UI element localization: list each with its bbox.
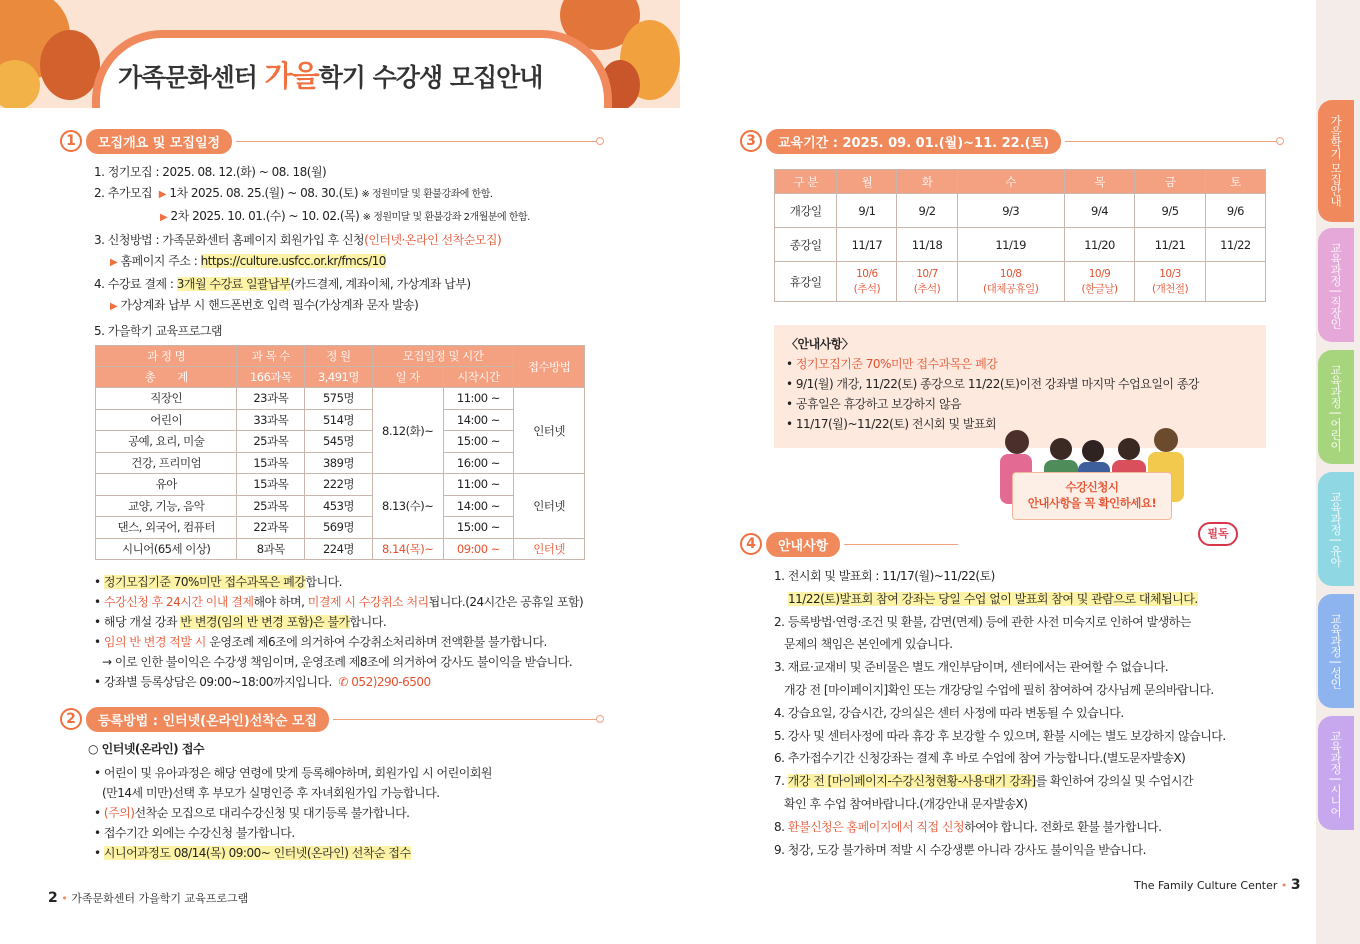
table-row: 공예, 요리, 미술 25과목 545명 15:00 ~ [96, 431, 585, 453]
section-1-header: 1 모집개요 및 모집일정 [60, 129, 604, 153]
section-4-header: 4 안내사항 [740, 532, 958, 556]
page-title: 가족문화센터 가을학기 수강생 모집안내 [118, 59, 543, 93]
table-row: 직장인 23과목 575명 8.12(화)~ 11:00 ~ 인터넷 [96, 388, 585, 410]
tab-infants[interactable]: 교육과정 | 유아 [1318, 472, 1354, 586]
section-2-header: 2 등록방법 : 인터넷(온라인)선착순 모집 [60, 707, 604, 731]
notice-list: 〈안내사항〉 • 정기모집기준 70%미만 접수과목은 폐강 • 9/1(월) 개강, 11/22(토) 종강으로 11/22(토)이전 강좌별 마지막 수업요일이 종강 • 공휴일은 휴강하고 보강하지 않음 • 11/17(월)~11/22(토) 전시회 및 발표회 [786, 337, 1200, 431]
schedule-table: 구 분 월 화 수 목 금 토 개강일 9/1 9/2 9/3 9/4 9/5 9/6 종강일 11/17 11/18 11/19 11/20 11/21 11/22 휴강일 10/6 (추석) 10/7 (추석) 10/8 (대체공휴일) 10/9 (한글날) 10/3 (개천절) [774, 169, 1266, 302]
section-3-header: 3 교육기간 : 2025. 09. 01.(월)~11. 22.(토) [740, 129, 1284, 153]
phone-icon: ✆ [338, 675, 348, 689]
notes-list: • 정기모집기준 70%미만 접수과목은 폐강합니다. • 수강신청 후 24시간 이내 결제해야 하며, 미결제 시 수강취소 처리됩니다.(24시간은 공휴일 포함) • 해당 개설 강좌 반 변경(임의 반 변경 포함)은 불가합니다. • 임의 반 변경 적발 시 운영조례 제6조에 의거하여 수강취소처리하며 전액환불 불가합니다. → 이로 인한 불이익은 수강생 책임이며, 운영조례 제8조에 의거하여 강사도 불이익을 받습니다. • 강좌별 등록상담은 09:00~18:00까지입니다. ✆ 052)290-6500 [94, 575, 584, 689]
table-row: 댄스, 외국어, 컴퓨터 22과목 569명 15:00 ~ [96, 517, 585, 539]
table-row: 종강일 11/17 11/18 11/19 11/20 11/21 11/22 [775, 228, 1266, 262]
table-row: 유아 15과목 222명 8.13(수)~ 11:00 ~ 인터넷 [96, 474, 585, 496]
tab-seniors[interactable]: 교육과정 | 시니어 [1318, 716, 1354, 830]
table-row: 시니어(65세 이상) 8과목 224명 8.14(목)~ 09:00 ~ 인터넷 [96, 538, 585, 560]
registration-info: ○ 인터넷(온라인) 접수 • 어린이 및 유아과정은 해당 연령에 맞게 등록해야하며, 회원가입 시 어린이회원 (만14세 미만)선택 후 부모가 실명인증 후 자녀회원가입 가능합니다. • (주의)선착순 모집으로 대리수강신청 및 대기등록 불가합니다. • 접수기간 외에는 수강신청 불가합니다. • 시니어과정도 08/14(목) 09:00~ 인터넷(온라인) 선착순 접수 [88, 742, 492, 860]
table-row: 개강일 9/1 9/2 9/3 9/4 9/5 9/6 [775, 194, 1266, 228]
homepage-link[interactable]: https://culture.usfcc.or.kr/fmcs/10 [200, 254, 386, 268]
footer-right: The Family Culture Center • 3 [1134, 877, 1301, 893]
phone-number[interactable]: 052)290-6500 [351, 675, 431, 689]
tab-children[interactable]: 교육과정 | 어린이 [1318, 350, 1354, 464]
people-illustration: 수강신청시 안내사항을 꼭 확인하세요! 필독 [990, 410, 1260, 545]
recruit-info: 1. 정기모집 : 2025. 08. 12.(화) ~ 08. 18(월) 2. 추가모집 ▶ 1차 2025. 08. 25.(월) ~ 08. 30.(토) ※ 정원미달 및 환불강좌에 한함. ▶ 2차 2025. 10. 01.(수) ~ 10. 02.(목) ※ 정원미달 및 환불강좌 2개월분에 한함. 3. 신청방법 : 가족문화센터 홈페이지 회원가입 후 신청(인터넷·온라인 선착순모집) ▶ 홈페이지 주소 : https://culture.usfcc.or.kr/fmcs/10 4. 수강료 결제 : 3개월 수강료 일괄납부(카드결제, 계좌이체, 가상계좌 납부) ▶ 가상계좌 납부 시 핸드폰번호 입력 필수(가상계좌 문자 발송) 5. 가을학기 교육프로그램 [94, 165, 530, 338]
footer-left: 2 • 가족문화센터 가을학기 교육프로그램 [48, 890, 249, 906]
table-row: 어린이 33과목 514명 14:00 ~ [96, 409, 585, 431]
must-read-stamp: 필독 [1198, 522, 1238, 546]
tab-adults[interactable]: 교육과정 | 성인 [1318, 594, 1354, 708]
program-table: 과 정 명 과 목 수 정 원 모집일정 및 시간 접수방법 총 계 166과목 3,491명 일 자 시작시간 직장인 23과목 575명 8.12(화)~ 11:00 ~ 인터넷 어린이 33과목 514명 14:00 ~ 공예, 요리, 미술 25과목 545명 15:00 ~ 건강, 프리미엄 15과목 389명 16:00 ~ 유아 15과목 222명 8.13(수)~ 11:00 ~ 인터넷 교양, 기능, 음악 25과목 453명 14:00 ~ 댄스, 외국어, 컴퓨터 22과목 569명 15:00 ~ 시니어(65세 이상) 8과목 224명 8.14(목)~ 09:00 ~ 인터넷 [95, 345, 585, 560]
tab-autumn-recruit[interactable]: 가을학기 모집안내 [1318, 100, 1354, 222]
info-list: 1. 전시회 및 발표회 : 11/17(월)~11/22(토) 11/22(토)발표회 참여 강좌는 당일 수업 없이 발표회 참여 및 관람으로 대체됩니다. 2. 등록방법·연령·조건 및 환불, 감면(면제) 등에 관한 사전 미숙지로 인하여 발생하는 문제의 책임은 본인에게 있습니다. 3. 재료·교재비 및 준비물은 별도 개인부담이며, 센터에서는 관여할 수 없습니다. 개강 전 [마이페이지]확인 또는 개강당일 수업에 필히 참여하여 강사님께 문의바랍니다. 4. 강습요일, 강습시간, 강의실은 센터 사정에 따라 변동될 수 있습니다. 5. 강사 및 센터사정에 따라 휴강 후 보강할 수 있으며, 환불 시에는 별도 보강하지 않습니다. 6. 추가접수기간 신청강좌는 결제 후 바로 수업에 참여 가능합니다.(별도문자발송X) 7. 개강 전 [마이페이지-수강신청현황-사용대기 강좌]를 확인하여 강의실 및 수업시간 확인 후 수업 참여바랍니다.(개강안내 문자발송X) 8. 환불신청은 홈페이지에서 직접 신청하여야 합니다. 전화로 환불 불가합니다. 9. 청강, 도강 불가하며 적발 시 수강생뿐 아니라 강사도 불이익을 받습니다. [774, 569, 1226, 857]
table-row: 건강, 프리미엄 15과목 389명 16:00 ~ [96, 452, 585, 474]
table-row: 휴강일 10/6 (추석) 10/7 (추석) 10/8 (대체공휴일) 10/9 (한글날) 10/3 (개천절) [775, 262, 1266, 302]
tab-workers[interactable]: 교육과정 | 직장인 [1318, 228, 1354, 342]
table-row: 교양, 기능, 음악 25과목 453명 14:00 ~ [96, 495, 585, 517]
